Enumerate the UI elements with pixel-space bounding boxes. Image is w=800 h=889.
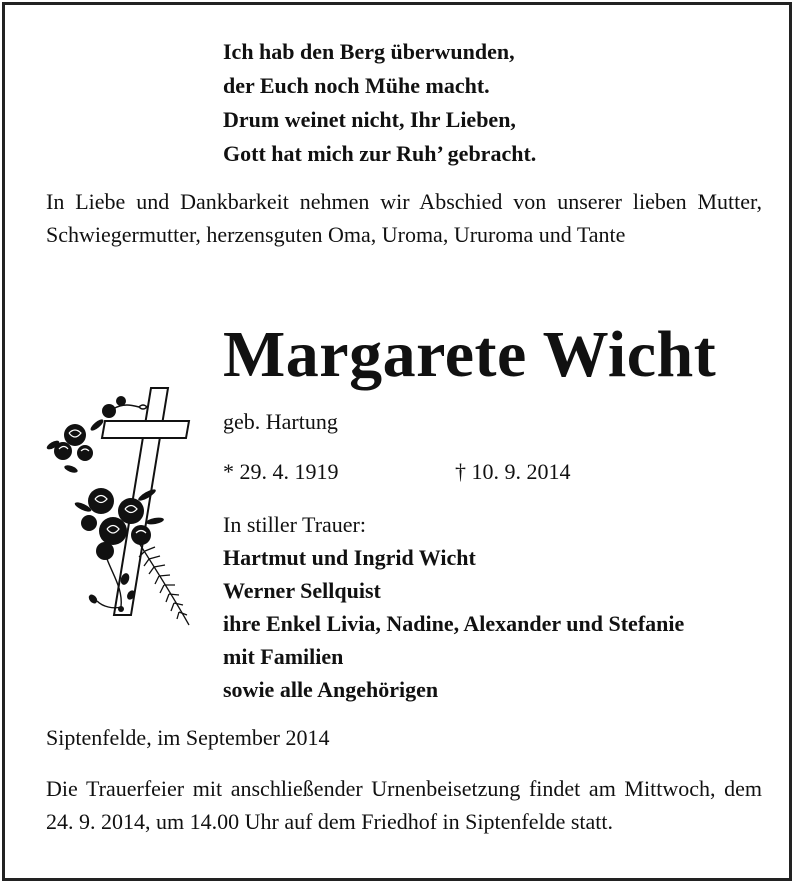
mourners-list [223,541,684,706]
farewell-intro: In Liebe und Dankbarkeit nehmen wir Abschied von unserer lieben Mutter, Schwiegermutter, herzensguten Oma, Uroma, Ururoma und Tante [46,189,762,247]
obituary-notice [2,2,792,881]
ceremony-info: Die Trauerfeier mit anschließender Urnenbeisetzung findet am Mittwoch, dem 24. 9. 2014, um 14.00 Uhr auf dem Friedhof in Siptenfelde statt. [46,776,762,834]
mourner-entry: ihre Enkel Livia, Nadine, Alexander und Stefanie [223,611,685,636]
poem-line: Drum weinet nicht, Ihr Lieben, [223,107,516,132]
mourner-entry: Werner Sellquist [223,578,381,603]
deceased-name: Margarete Wicht [223,318,717,391]
place-and-date: Siptenfelde, im September 2014 [46,725,330,750]
birth-name: geb. Hartung [223,409,338,434]
memorial-poem [223,35,536,171]
poem-line: der Euch noch Mühe macht. [223,73,490,98]
mourning-label: In stiller Trauer: [223,512,366,537]
birth-date: * 29. 4. 1919 [223,459,339,484]
poem-line: Ich hab den Berg überwunden, [223,39,515,64]
mourner-entry: Hartmut und Ingrid Wicht [223,545,476,570]
mourner-entry: sowie alle Angehörigen [223,677,439,702]
cross-with-roses-icon [43,383,203,633]
death-date: † 10. 9. 2014 [455,459,571,484]
poem-line: Gott hat mich zur Ruh’ gebracht. [223,141,537,166]
mourner-entry: mit Familien [223,644,344,669]
